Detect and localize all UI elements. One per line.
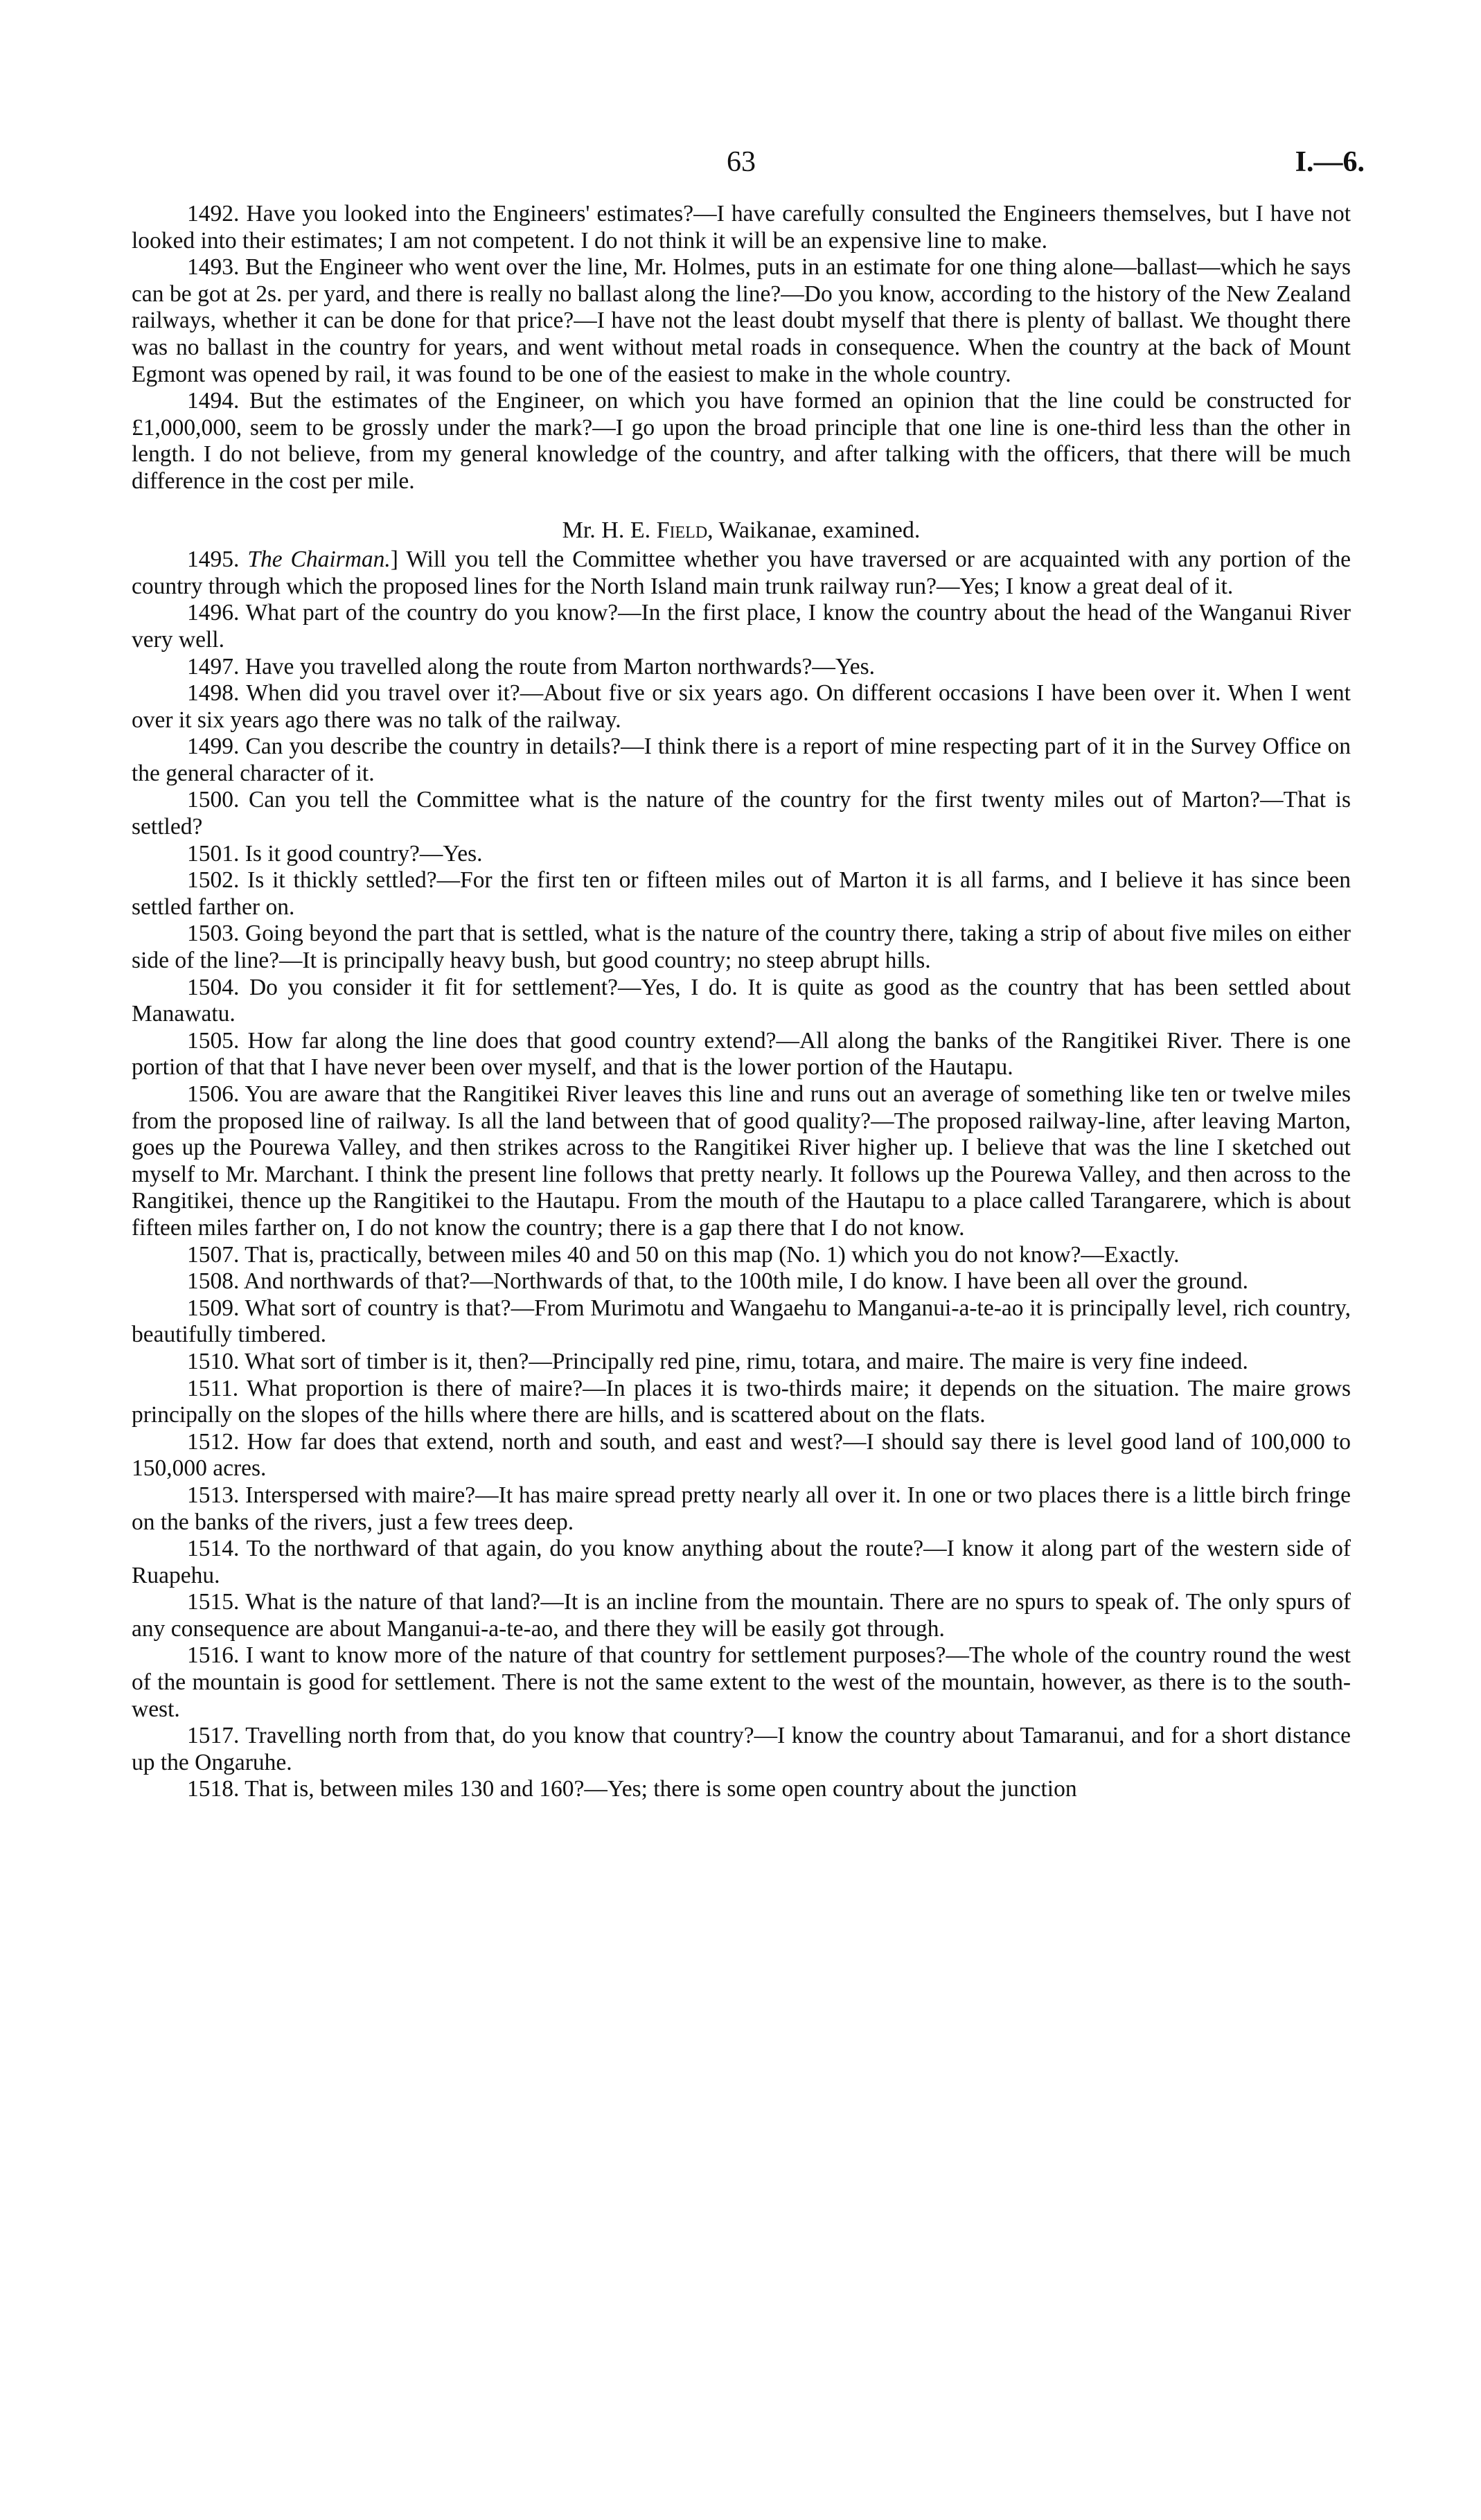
speaker-label: The Chairman.	[247, 547, 391, 573]
witness-heading-suffix: , Waikanae, examined.	[707, 517, 921, 543]
paragraph: 1509. What sort of country is that?—From Murimotu and Wangaehu to Manganui-a-te-ao it is principally level, rich country, beautifully timbered.	[132, 1295, 1351, 1348]
witness-heading-prefix: Mr. H. E.	[562, 517, 657, 543]
body-text	[132, 201, 1351, 1803]
paragraph: 1493. But the Engineer who went over the line, Mr. Holmes, puts in an estimate for one thing alone—ballast—which he says can be got at 2s. per yard, and there is really no ballast along the line?—Do you know, according to the history of the New Zealand railways, whether it can be done for that price?—I have not the least doubt myself that there is plenty of ballast. We thought there was no ballast in the country for years, and went without metal roads in consequence. When the country at the back of Mount Egmont was opened by rail, it was found to be one of the easiest to make in the whole country.	[132, 254, 1351, 387]
page-header	[132, 145, 1365, 201]
witness-name: Field	[656, 517, 708, 543]
paragraph: 1512. How far does that extend, north and south, and east and west?—I should say there is level good land of 100,000 to 150,000 acres.	[132, 1428, 1351, 1482]
document-reference: I.—6.	[1295, 146, 1365, 178]
paragraph: 1514. To the northward of that again, do you know anything about the route?—I know it along part of the western side of Ruapehu.	[132, 1536, 1351, 1588]
paragraph: 1505. How far along the line does that good country extend?—All along the banks of the Rangitikei River. There is one portion of that that I have never been over myself, and that is the lower portion of the Hautapu.	[132, 1027, 1351, 1081]
paragraph-first-question	[132, 547, 1351, 600]
paragraph: 1506. You are aware that the Rangitikei River leaves this line and runs out an average of something like ten or twelve miles from the proposed line of railway. Is all the land between that of good quality?—The proposed railway-line, after leaving Marton, goes up the Pourewa Valley, and then strikes across to the Rangitikei River higher up. I believe that was the line I sketched out myself to Mr. Marchant. I think the present line follows that pretty nearly. It follows up the Pourewa Valley, and then across to the Rangitikei, thence up the Rangitikei to the Hautapu. From the mouth of the Hautapu to a place called Tarangarere, which is about fifteen miles farther on, I do not know the country; there is a gap there that I do not know.	[132, 1081, 1351, 1241]
page-number: 63	[727, 146, 756, 178]
document-page	[132, 145, 1365, 1803]
paragraph: 1513. Interspersed with maire?—It has maire spread pretty nearly all over it. In one or two places there is a little birch fringe on the banks of the rivers, just a few trees deep.	[132, 1482, 1351, 1535]
paragraph: 1508. And northwards of that?—Northwards of that, to the 100th mile, I do know. I have been all over the ground.	[187, 1268, 1248, 1295]
paragraph: 1500. Can you tell the Committee what is the nature of the country for the first twenty miles out of Marton?—That is settled?	[132, 787, 1351, 840]
paragraph: 1515. What is the nature of that land?—It is an incline from the mountain. There are no spurs to speak of. The only spurs of any consequence are about Manganui-a-te-ao, and there they will be easily got through.	[132, 1589, 1351, 1642]
paragraph: 1494. But the estimates of the Engineer, on which you have formed an opinion that the line could be constructed for £1,000,000, seem to be grossly under the mark?—I go upon the broad principle that one line is one-third less than the other in length. I do not believe, from my general knowledge of the country, and after talking with the officers, that there will be much difference in the cost per mile.	[132, 388, 1351, 494]
witness-heading	[132, 517, 1351, 544]
question-number: 1495.	[187, 547, 248, 573]
paragraph: 1501. Is it good country?—Yes.	[187, 840, 483, 867]
paragraph: 1492. Have you looked into the Engineers' estimates?—I have carefully consulted the Engineers themselves, but I have not looked into their estimates; I am not competent. I do not think it will be an expensive line to make.	[132, 201, 1351, 254]
paragraph: 1507. That is, practically, between miles 40 and 50 on this map (No. 1) which you do not know?—Exactly.	[187, 1241, 1180, 1268]
paragraph: 1496. What part of the country do you know?—In the first place, I know the country about the head of the Wanganui River very well.	[132, 600, 1351, 653]
paragraph: 1511. What proportion is there of maire?—In places it is two-thirds maire; it depends on the situation. The maire grows principally on the slopes of the hills where there are hills, and is scattered about on the flats.	[132, 1375, 1351, 1428]
paragraph: 1517. Travelling north from that, do you know that country?—I know the country about Tamaranui, and for a short distance up the Ongaruhe.	[132, 1723, 1351, 1775]
paragraph: 1510. What sort of timber is it, then?—Principally red pine, rimu, totara, and maire. The maire is very fine indeed.	[187, 1348, 1248, 1374]
paragraph: 1518. That is, between miles 130 and 160?—Yes; there is some open country about the junction	[187, 1776, 1077, 1802]
paragraph: 1499. Can you describe the country in details?—I think there is a report of mine respecting part of it in the Survey Office on the general character of it.	[132, 734, 1351, 786]
paragraph: 1503. Going beyond the part that is settled, what is the nature of the country there, taking a strip of about five miles on either side of the line?—It is principally heavy bush, but good country; no steep abrupt hills.	[132, 921, 1351, 974]
paragraph: 1502. Is it thickly settled?—For the first ten or fifteen miles out of Marton it is all farms, and I believe it has since been settled farther on.	[132, 867, 1351, 920]
paragraph: 1497. Have you travelled along the route from Marton northwards?—Yes.	[187, 653, 875, 680]
question-text: ] Will you tell the Committee whether you have traversed or are acquainted with any portion of the country through which the proposed lines for the North Island main trunk railway run?—Yes; I know a great deal of it.	[132, 547, 1351, 599]
paragraph: 1504. Do you consider it fit for settlement?—Yes, I do. It is quite as good as the country that has been settled about Manawatu.	[132, 974, 1351, 1027]
paragraph: 1516. I want to know more of the nature of that country for settlement purposes?—The whole of the country round the west of the mountain is good for settlement. There is not the same extent to the west of the mountain, however, as there is to the south-west.	[132, 1642, 1351, 1722]
paragraph: 1498. When did you travel over it?—About five or six years ago. On different occasions I have been over it. When I went over it six years ago there was no talk of the railway.	[132, 680, 1351, 733]
